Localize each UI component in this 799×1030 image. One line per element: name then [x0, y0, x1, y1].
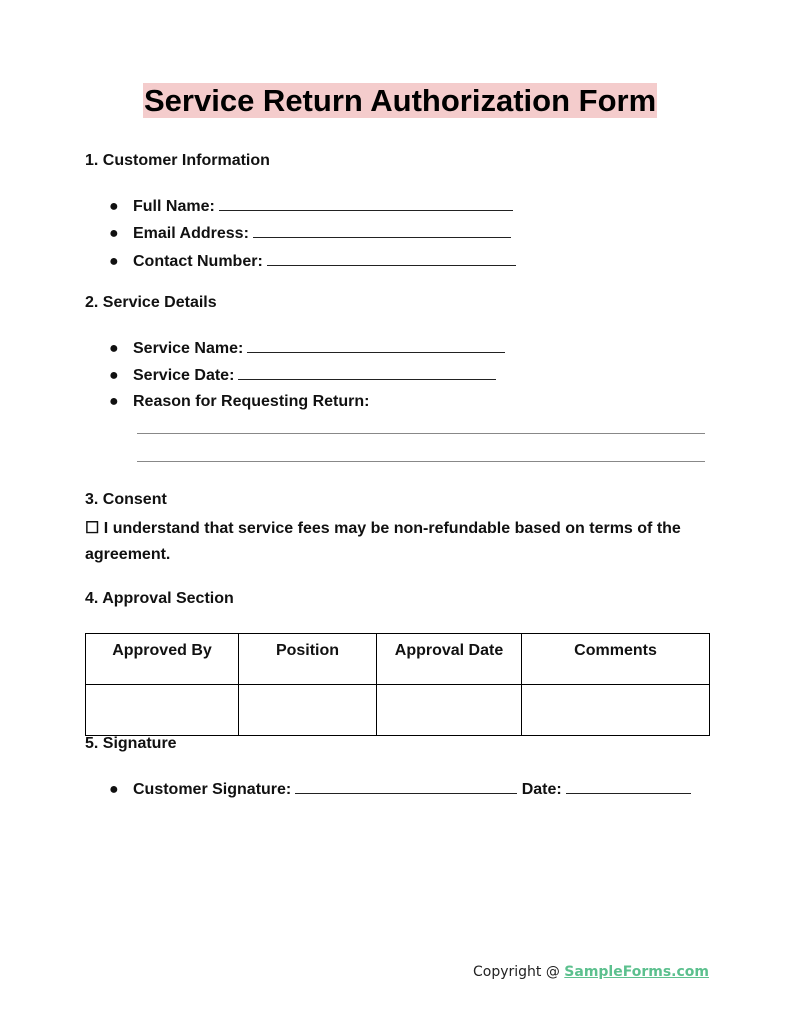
service-name-field[interactable]: ● Service Name:	[109, 338, 505, 358]
section-heading: 3. Consent	[85, 491, 167, 508]
approval-table	[85, 633, 710, 736]
page-title: Service Return Authorization Form	[144, 83, 657, 118]
reason-label: ● Reason for Requesting Return:	[109, 393, 370, 410]
approval-date-cell[interactable]	[377, 685, 522, 736]
table-row	[86, 685, 710, 736]
position-cell[interactable]	[239, 685, 377, 736]
comments-cell[interactable]	[522, 685, 710, 736]
reason-line[interactable]	[137, 461, 705, 462]
signature-field[interactable]: ● Customer Signature: Date:	[109, 779, 691, 799]
section-heading: 5. Signature	[85, 735, 177, 752]
full-name-field[interactable]: ● Full Name:	[109, 196, 513, 216]
contact-number-field[interactable]: ● Contact Number:	[109, 251, 516, 271]
reason-line[interactable]	[137, 433, 705, 434]
table-header-row	[86, 634, 710, 685]
section-heading: 2. Service Details	[85, 294, 217, 311]
approved-by-cell[interactable]	[86, 685, 239, 736]
section-heading: 4. Approval Section	[85, 590, 234, 607]
consent-text: ☐ I understand that service fees may be non-refundable based on terms of the	[85, 520, 681, 537]
section-heading: 1. Customer Information	[85, 152, 270, 169]
column-header: Comments	[522, 634, 710, 685]
consent-checkbox[interactable]: ☐	[85, 520, 100, 537]
copyright-footer: Copyright @ SampleForms.com	[472, 964, 709, 980]
email-field[interactable]: ● Email Address:	[109, 223, 511, 243]
sampleforms-link[interactable]: SampleForms.com	[564, 964, 709, 980]
column-header: Position	[239, 634, 377, 685]
service-date-field[interactable]: ● Service Date:	[109, 365, 496, 385]
consent-text-cont: agreement.	[85, 546, 171, 563]
column-header: Approval Date	[377, 634, 522, 685]
column-header: Approved By	[86, 634, 239, 685]
